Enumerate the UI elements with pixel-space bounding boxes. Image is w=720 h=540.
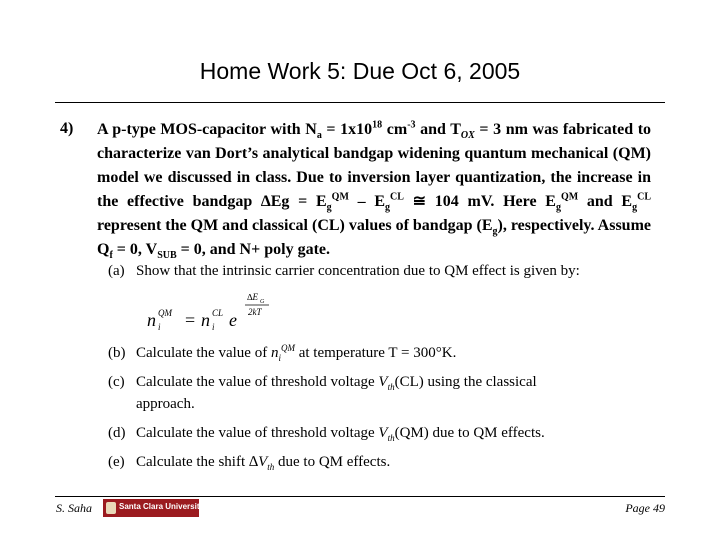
part-d-label: (d) <box>108 425 126 441</box>
formula-eq: = <box>185 310 196 330</box>
part-a <box>108 260 580 282</box>
logo-text: Santa Clara University <box>119 502 204 511</box>
formula-rhs-sup: CL <box>212 308 224 318</box>
formula-exp-den: 2kT <box>248 307 262 317</box>
seal-icon <box>106 502 116 514</box>
formula-exp-base: e <box>229 310 237 330</box>
formula-exp-num-sub: G <box>260 299 265 305</box>
part-d: (d) Calculate the value of threshold voltage $V_{th}(QM)$ due to QM effects. <box>108 422 545 444</box>
question-text: A p-type MOS-capacitor with $N_a = 1x10^{18}$ $cm^{-3}$ and $T_{OX} = 3$ nm was fabricated to characterize van Dort’s analytical bandgap widening quantum mechanical (QM) model we discussed in class. Due to inversion layer quantization, the increase in the effective bandgap $\Delta Eg = E_g^{QM} - E_g^{CL}$ ≅ 104 mV. Here $E_g^{QM}$ and $E_g^{CL}$ represent the QM and classical (CL) values of bandgap $(E_g)$, respectively. Assume $Q_f = 0$, $V_{SUB} = 0$, and N+ poly gate. <box>97 119 652 262</box>
formula-exp-num: ∆E <box>247 292 259 302</box>
formula-rhs-sub: i <box>212 322 215 332</box>
part-c: (c) Calculate the value of threshold voltage $V_{th}(CL)$ using the classical approach. <box>108 371 537 415</box>
part-a-text: Show that the intrinsic carrier concentration due to QM effect is given by: <box>136 263 580 279</box>
formula-rhs: n <box>201 310 210 330</box>
formula-lhs-sub: i <box>158 322 161 332</box>
part-e: (e) Calculate the shift $\Delta V_{th}$ due to QM effects. <box>108 451 390 473</box>
part-a-label: (a) <box>108 263 125 279</box>
qm-carrier-formula <box>145 288 285 333</box>
author-name: S. Saha <box>56 501 92 515</box>
question-number: 4) <box>60 120 74 137</box>
part-e-label: (e) <box>108 454 125 470</box>
formula-lhs-sup: QM <box>158 308 172 318</box>
part-c-label: (c) <box>108 374 125 390</box>
page-number: Page 49 <box>625 501 665 515</box>
slide-title: Home Work 5: Due Oct 6, 2005 <box>199 58 521 84</box>
footer-divider <box>55 496 665 497</box>
university-logo <box>103 499 204 517</box>
formula-lhs: n <box>147 310 156 330</box>
part-b-label: (b) <box>108 345 126 361</box>
part-b: (b) Calculate the value of $n_i^{QM}$ at temperature T = 300°K. <box>108 343 457 363</box>
title-divider <box>55 102 665 103</box>
